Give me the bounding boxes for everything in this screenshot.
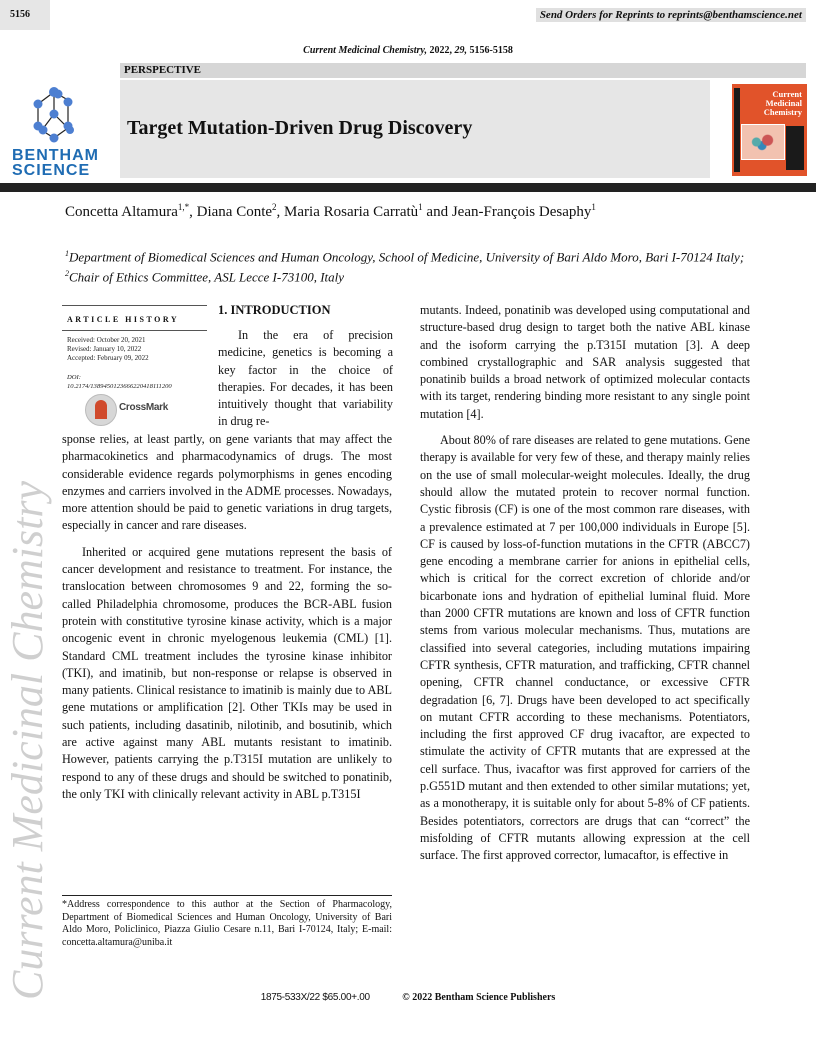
side-journal-watermark: Current Medicinal Chemistry [3,481,52,1000]
footnote-rule [62,895,392,896]
issn-price: 1875-533X/22 $65.00+.00 [260,992,370,1003]
page-footer [0,992,816,1003]
cover-title-line-1: Current [772,89,802,99]
cover-protein-image [741,124,785,160]
author-affil-sup: 1,* [177,202,190,212]
author-affil-sup: 1 [591,202,596,212]
affiliations [65,245,755,286]
journal-name: Current Medicinal Chemistry, [303,45,427,56]
logo-line-1: BENTHAM [12,147,99,164]
journal-cover-thumbnail [732,84,807,176]
crossmark-badge[interactable] [85,394,173,428]
correspondence-footnote: *Address correspondence to this author at the Section of Pharmacology, Department of Biomedical Sciences and Human Oncology, University of Bari Aldo Moro, Policlinico, Piazza Giulio Cesare n.11, Bari I-70124, Italy; E-mail: concetta.altamura@uniba.it [62,899,392,948]
paragraph: mutants. Indeed, ponatinib was developed using computational and structure-based drug design to target both the native ABL kinase and the isoform carrying the p.T315I mutation [3]. A deep combined crystallographic and SAR analysis suggested that ponatinib builds a broad network of optimized molecular contacts with its target, rendering binding more resistant to any single point mutation [4]. [420,303,750,421]
paragraph: In the era of precision medicine, genetics is becoming a key factor in the choice of therapies. For decades, it has been intuitively thought that variability in drug re- [218,328,393,429]
right-column [420,302,750,865]
author-affil-sup: 2 [272,202,277,212]
reprints-notice: Send Orders for Reprints to reprints@benthamscience.net [536,8,806,22]
author-name: Concetta Altamura [65,204,178,220]
author-name: Jean-François Desaphy [451,204,592,220]
bentham-science-wordmark [12,148,99,178]
doi-block [67,373,172,391]
header-divider-bar [0,183,816,192]
journal-citation [0,45,816,56]
author-name: Diana Conte [196,204,273,220]
received-date: Received: October 20, 2021 [67,336,146,344]
author-separator: , [276,204,285,220]
affil-sup: 2 [65,269,69,279]
paragraph: About 80% of rare diseases are related to gene mutations. Gene therapy is available for very few of these, and therapy mainly relies on the use of small molecular-weight molecules. Ideally, the drug should allow the mutated protein to recover normal function. Cystic fibrosis (CF) is one of the most common rare diseases, with a prevalence estimated at 7 per 100,000 individuals in Europe [5]. CF is caused by loss-of-function mutations in the CFTR (ABCC7) gene encoding a membrane carrier for anions in epithelial cells, which is critical for the correct excretion of chloride and/or bicarbonate ions and hydration of epithelial luminal fluid. More than 2000 CFTR mutations are known and loss of CFTR function stems from various molecular mechanisms. Thus, mutations are classified into several categories, including mutations impairing CFTR synthesis, CFTR maturation, and trafficking, CFTR channel opening, CFTR channel conductance, or excessive CFTR degradation [6, 7]. Drugs have been developed to act specifically on mutant CFTR according to these mechanisms. Potentiators, including the first approved CF drug ivacaftor, are expected to stimulate the activity of CFTR mutants that are expressed at the cell surface. Thus, ivacaftor was first approved for carriers of the p.G551D mutant and then extended to other similar mutations; yet, as a monotherapy, it is suitable only for about 5-8% of CF patients. Besides potentiators, correctors are drugs that can “correct” the misfolding of CFTR mutants allowing expression at the cell surface. The first approved corrector, lumacaftor, is effective in [420,433,750,863]
doi-label: DOI: [67,374,81,381]
journal-volume: 29, [454,45,467,56]
author-list [65,202,596,221]
section-heading: 1. INTRODUCTION [218,303,331,317]
author-name: Maria Rosaria Carratù [284,204,419,220]
revised-date: Revised: January 10, 2022 [67,345,142,353]
cover-side-panel [786,126,804,170]
accepted-date: Accepted: February 09, 2022 [67,354,149,362]
cover-title-line-3: Chemistry [763,107,802,117]
left-column [62,431,392,803]
article-title: Target Mutation-Driven Drug Discovery [127,117,473,139]
article-history-heading: ARTICLE HISTORY [67,315,180,324]
doi-link[interactable]: 10.2174/1389450123666220418111200 [67,383,172,390]
intro-wrapped-text [218,327,393,431]
author-affil-sup: 1 [418,202,423,212]
crossmark-label: CrossMark [119,402,168,413]
article-type-label: PERSPECTIVE [120,63,806,78]
cover-strip [734,88,740,172]
crossmark-icon [85,394,117,426]
paragraph: sponse relies, at least partly, on gene variants that may affect the pharmacokinetics and pharmacodynamics of drugs. The most considerable evidence regards polymorphisms in genes encoding enzymes and carriers involved in the ADME processes. Nowadays, more attention should be paid to genetic variations in drug targets, especially in cancer and rare diseases. [62,432,392,533]
cover-title-line-2: Medicinal [765,98,802,108]
author-separator: and [422,204,452,220]
logo-line-2: SCIENCE [12,162,91,179]
affiliation-text: Department of Biomedical Sciences and Human Oncology, School of Medicine, University of Bari Aldo Moro, Bari I-70124 Italy; [69,249,745,265]
journal-year: 2022, [429,45,452,56]
history-rule-bottom [62,330,207,331]
journal-pages: 5156-5158 [469,45,513,56]
cover-title [764,90,802,117]
copyright: © 2022 Bentham Science Publishers [402,992,556,1003]
history-rule-top [62,305,207,306]
author-separator: , [189,204,197,220]
page-number: 5156 [0,0,50,30]
affiliation-text: Chair of Ethics Committee, ASL Lecce I-73100, Italy [69,269,345,285]
paragraph: Inherited or acquired gene mutations represent the basis of cancer development and resistance to treatment. For instance, the translocation between chromosomes 9 and 22, forming the so-called Philadelphia chromosome, produces the BCR-ABL fusion protein with constitutive tyrosine kinase activity, which is a major oncogenic event in chronic myelogenous leukemia (CML) [1]. Standard CML treatment includes the tyrosine kinase inhibitor (TKI), and imatinib, but non-response or relapse is observed in many patients. Clinical resistance to imatinib is mainly due to ABL gene mutations or amplification [2]. Other TKIs may be used in such patients, including dasatinib, nilotinib, and bosutinib, which are active against many ABL mutants resistant to imatinib. However, patients carrying the p.T315I mutation are unlikely to respond to any of these drugs and should be switched to ponatinib, the only TKI with clinically relevant activity in ABL p.T315I [62,544,392,801]
affil-sup: 1 [65,249,69,258]
article-history-dates [67,336,149,363]
